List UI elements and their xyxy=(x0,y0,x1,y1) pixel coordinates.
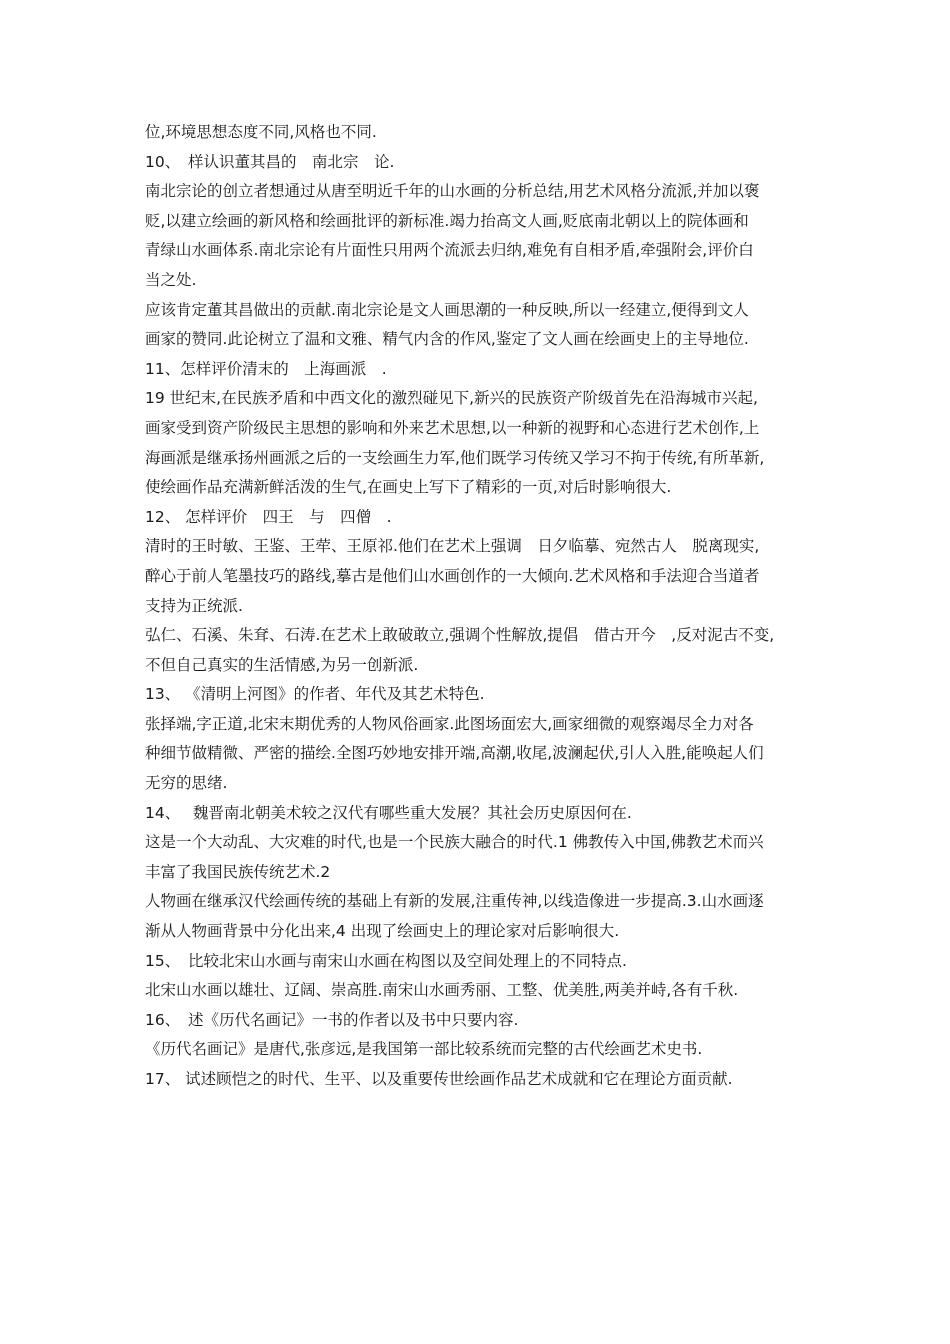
text-line: 海画派是继承扬州画派之后的一支绘画生力军,他们既学习传统又学习不拘于传统,有所革新, xyxy=(145,448,765,467)
text-line: 画家的赞同.此论树立了温和文雅、精气内含的作风,鉴定了文人画在绘画史上的主导地位. xyxy=(145,330,749,349)
question-heading: 12、 怎样评价 四王 与 四僧 . xyxy=(145,507,392,526)
text-line: 弘仁、石溪、朱耷、石涛.在艺术上敢破敢立,强调个性解放,提倡 借古开今 ,反对泥古不变, xyxy=(145,626,775,645)
text-line: 无穷的思绪. xyxy=(145,774,228,793)
question-heading: 15、 比较北宋山水画与南宋山水画在构图以及空间处理上的不同特点. xyxy=(145,951,627,970)
text-line: 北宋山水画以雄壮、辽阔、崇高胜.南宋山水画秀丽、工整、优美胜,两美并峙,各有千秋. xyxy=(145,981,739,1000)
text-line: 人物画在继承汉代绘画传统的基础上有新的发展,注重传神,以线造像进一步提高.3.山水画逐 xyxy=(145,892,764,911)
document-body xyxy=(145,118,815,1095)
text-line: 清时的王时敏、王鉴、王荦、王原祁.他们在艺术上强调 日夕临摹、宛然古人 脱离现实, xyxy=(145,537,760,556)
question-heading: 16、 述《历代名画记》一书的作者以及书中只要内容. xyxy=(145,1010,519,1029)
text-line: 这是一个大动乱、大灾难的时代,也是一个民族大融合的时代.1 佛教传入中国,佛教艺术而兴 xyxy=(145,833,764,852)
question-heading: 10、 样认识董其昌的 南北宗 论. xyxy=(145,152,395,171)
text-line: 青绿山水画体系.南北宗论有片面性只用两个流派去归纳,难免有自相矛盾,牵强附会,评价白 xyxy=(145,241,754,260)
text-line: 位,环境思想态度不同,风格也不同. xyxy=(145,123,377,141)
text-line: 使绘画作品充满新鲜活泼的生气,在画史上写下了精彩的一页,对后时影响很大. xyxy=(145,478,672,497)
text-line: 支持为正统派. xyxy=(145,596,243,615)
text-line: 不但自己真实的生活情感,为另一创新派. xyxy=(145,655,419,674)
question-heading: 13、 《清明上河图》的作者、年代及其艺术特色. xyxy=(145,685,485,704)
question-heading: 11、怎样评价清末的 上海画派 . xyxy=(145,359,387,378)
question-heading: 14、 魏晋南北朝美术较之汉代有哪些重大发展？其社会历史原因何在. xyxy=(145,803,632,822)
text-line: 南北宗论的创立者想通过从唐至明近千年的山水画的分析总结,用艺术风格分流派,并加以褒 xyxy=(145,182,760,201)
text-line: 丰富了我国民族传统艺术.2 xyxy=(145,862,331,881)
text-line: 醉心于前人笔墨技巧的路线,摹古是他们山水画创作的一大倾向.艺术风格和手法迎合当道者 xyxy=(145,566,760,585)
text-line: 应该肯定董其昌做出的贡献.南北宗论是文人画思潮的一种反映,所以一经建立,便得到文人 xyxy=(145,300,749,319)
text-line: 种细节做精微、严密的描绘.全图巧妙地安排开端,高潮,收尾,波澜起伏,引人入胜,能唤起人们 xyxy=(145,744,764,763)
text-line: 张择端,字正道,北宋末期优秀的人物风俗画家.此图场面宏大,画家细微的观察竭尽全力对各 xyxy=(145,714,754,733)
text-line: 贬,以建立绘画的新风格和绘画批评的新标准.竭力抬高文人画,贬底南北朝以上的院体画和 xyxy=(145,211,749,230)
text-line: 《历代名画记》是唐代,张彦远,是我国第一部比较系统而完整的古代绘画艺术史书. xyxy=(145,1040,703,1059)
text-line: 当之处. xyxy=(145,270,197,289)
text-line: 19 世纪末,在民族矛盾和中西文化的激烈碰见下,新兴的民族资产阶级首先在沿海城市兴起, xyxy=(145,389,758,408)
text-line: 画家受到资产阶级民主思想的影响和外来艺术思想,以一种新的视野和心态进行艺术创作,上 xyxy=(145,418,760,437)
question-heading: 17、 试述顾恺之的时代、生平、以及重要传世绘画作品艺术成就和它在理论方面贡献. xyxy=(145,1070,733,1088)
text-line: 渐从人物画背景中分化出来,4 出现了绘画史上的理论家对后影响很大. xyxy=(145,922,620,941)
